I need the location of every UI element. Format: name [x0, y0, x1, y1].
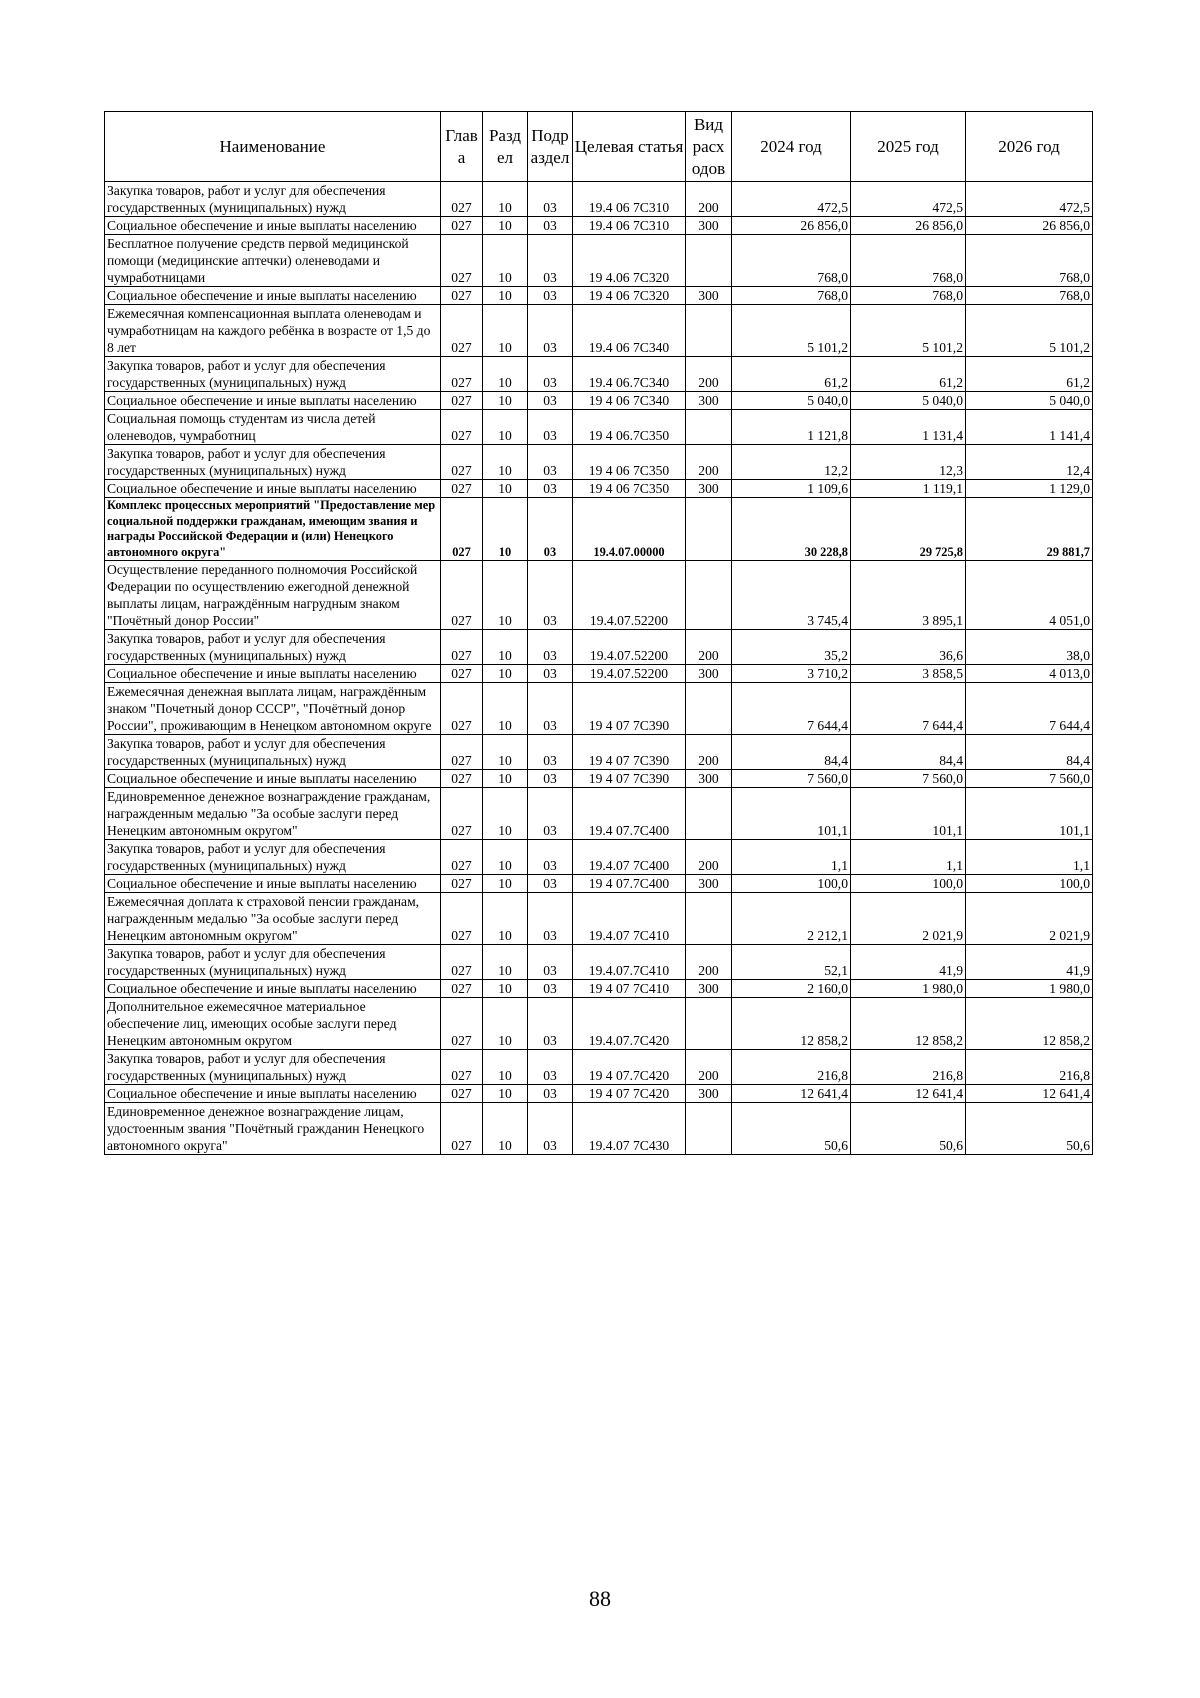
cell-razdel: 10 [483, 665, 528, 683]
cell-vid [686, 305, 732, 357]
cell-glava: 027 [441, 1103, 483, 1155]
header-podrazdel: Подр аздел [528, 112, 573, 182]
cell-2025: 3 858,5 [851, 665, 966, 683]
table-row [105, 498, 1093, 561]
cell-name: Социальное обеспечение и иные выплаты населению [105, 392, 441, 410]
table-row [105, 182, 1093, 217]
cell-vid [686, 235, 732, 287]
cell-glava: 027 [441, 770, 483, 788]
cell-vid [686, 561, 732, 630]
cell-2026: 1 980,0 [966, 980, 1093, 998]
cell-glava: 027 [441, 410, 483, 445]
header-2025: 2025 год [851, 112, 966, 182]
cell-glava: 027 [441, 630, 483, 665]
table-row [105, 998, 1093, 1050]
cell-name: Единовременное денежное вознаграждение лицам, удостоенным звания "Почётный гражданин Ненецкого автономного округа" [105, 1103, 441, 1155]
table-row [105, 392, 1093, 410]
cell-2024: 12 858,2 [732, 998, 851, 1050]
cell-name: Закупка товаров, работ и услуг для обеспечения государственных (муниципальных) нужд [105, 182, 441, 217]
cell-vid: 200 [686, 182, 732, 217]
cell-2026: 2 021,9 [966, 893, 1093, 945]
cell-razdel: 10 [483, 770, 528, 788]
cell-podrazdel: 03 [528, 182, 573, 217]
cell-podrazdel: 03 [528, 561, 573, 630]
cell-target: 19 4 07.7С420 [573, 1050, 686, 1085]
cell-2026: 12 641,4 [966, 1085, 1093, 1103]
cell-2026: 768,0 [966, 287, 1093, 305]
cell-2025: 1,1 [851, 840, 966, 875]
cell-2025: 12 858,2 [851, 998, 966, 1050]
cell-podrazdel: 03 [528, 287, 573, 305]
table-body [105, 182, 1093, 1155]
cell-podrazdel: 03 [528, 235, 573, 287]
cell-2024: 3 710,2 [732, 665, 851, 683]
cell-podrazdel: 03 [528, 875, 573, 893]
cell-name: Закупка товаров, работ и услуг для обеспечения государственных (муниципальных) нужд [105, 840, 441, 875]
table-row [105, 683, 1093, 735]
cell-vid: 300 [686, 1085, 732, 1103]
cell-podrazdel: 03 [528, 735, 573, 770]
cell-2024: 61,2 [732, 357, 851, 392]
cell-glava: 027 [441, 480, 483, 498]
cell-razdel: 10 [483, 893, 528, 945]
cell-2024: 1 121,8 [732, 410, 851, 445]
cell-2025: 12 641,4 [851, 1085, 966, 1103]
cell-podrazdel: 03 [528, 980, 573, 998]
table-row [105, 561, 1093, 630]
cell-2026: 472,5 [966, 182, 1093, 217]
cell-razdel: 10 [483, 945, 528, 980]
cell-2024: 1 109,6 [732, 480, 851, 498]
cell-target: 19.4 06 7С310 [573, 217, 686, 235]
cell-podrazdel: 03 [528, 305, 573, 357]
cell-name: Социальное обеспечение и иные выплаты населению [105, 287, 441, 305]
cell-2024: 35,2 [732, 630, 851, 665]
cell-vid: 300 [686, 665, 732, 683]
cell-vid: 300 [686, 392, 732, 410]
cell-podrazdel: 03 [528, 445, 573, 480]
cell-razdel: 10 [483, 410, 528, 445]
cell-razdel: 10 [483, 217, 528, 235]
header-target: Целевая статья [573, 112, 686, 182]
cell-name: Закупка товаров, работ и услуг для обеспечения государственных (муниципальных) нужд [105, 945, 441, 980]
cell-2025: 1 980,0 [851, 980, 966, 998]
cell-target: 19 4 07 7С390 [573, 683, 686, 735]
cell-glava: 027 [441, 217, 483, 235]
cell-2026: 4 051,0 [966, 561, 1093, 630]
cell-2024: 12 641,4 [732, 1085, 851, 1103]
cell-vid: 200 [686, 1050, 732, 1085]
cell-razdel: 10 [483, 875, 528, 893]
cell-glava: 027 [441, 893, 483, 945]
cell-vid [686, 683, 732, 735]
table-row [105, 980, 1093, 998]
cell-glava: 027 [441, 980, 483, 998]
cell-target: 19.4.07.00000 [573, 498, 686, 561]
cell-2025: 7 560,0 [851, 770, 966, 788]
cell-razdel: 10 [483, 305, 528, 357]
table-header-row [105, 112, 1093, 182]
cell-razdel: 10 [483, 287, 528, 305]
cell-2026: 216,8 [966, 1050, 1093, 1085]
cell-name: Социальное обеспечение и иные выплаты населению [105, 1085, 441, 1103]
table-row [105, 287, 1093, 305]
cell-2024: 768,0 [732, 235, 851, 287]
cell-vid: 300 [686, 980, 732, 998]
cell-glava: 027 [441, 1050, 483, 1085]
page-number: 88 [589, 1586, 611, 1611]
cell-target: 19 4 07.7С400 [573, 875, 686, 893]
cell-vid: 200 [686, 840, 732, 875]
cell-podrazdel: 03 [528, 410, 573, 445]
cell-vid: 200 [686, 630, 732, 665]
cell-name: Социальное обеспечение и иные выплаты населению [105, 480, 441, 498]
cell-razdel: 10 [483, 998, 528, 1050]
cell-name: Закупка товаров, работ и услуг для обеспечения государственных (муниципальных) нужд [105, 357, 441, 392]
cell-2024: 2 212,1 [732, 893, 851, 945]
cell-target: 19 4 06 7С320 [573, 287, 686, 305]
cell-target: 19 4 06 7С350 [573, 445, 686, 480]
cell-razdel: 10 [483, 1050, 528, 1085]
table-row [105, 217, 1093, 235]
cell-podrazdel: 03 [528, 392, 573, 410]
cell-2026: 1 129,0 [966, 480, 1093, 498]
cell-glava: 027 [441, 235, 483, 287]
cell-2024: 1,1 [732, 840, 851, 875]
cell-2025: 29 725,8 [851, 498, 966, 561]
cell-2025: 36,6 [851, 630, 966, 665]
cell-vid: 300 [686, 480, 732, 498]
table-row [105, 875, 1093, 893]
cell-2026: 1 141,4 [966, 410, 1093, 445]
cell-razdel: 10 [483, 840, 528, 875]
table-row [105, 235, 1093, 287]
table-row [105, 840, 1093, 875]
cell-target: 19 4 06.7С350 [573, 410, 686, 445]
cell-2025: 1 131,4 [851, 410, 966, 445]
cell-target: 19 4 06 7С350 [573, 480, 686, 498]
cell-razdel: 10 [483, 357, 528, 392]
cell-2024: 7 644,4 [732, 683, 851, 735]
cell-podrazdel: 03 [528, 770, 573, 788]
cell-glava: 027 [441, 875, 483, 893]
table-row [105, 1103, 1093, 1155]
cell-razdel: 10 [483, 392, 528, 410]
cell-name: Социальное обеспечение и иные выплаты населению [105, 875, 441, 893]
cell-target: 19.4.07.7С420 [573, 998, 686, 1050]
cell-2026: 1,1 [966, 840, 1093, 875]
cell-target: 19 4.06 7С320 [573, 235, 686, 287]
cell-2025: 101,1 [851, 788, 966, 840]
cell-glava: 027 [441, 445, 483, 480]
header-razdel: Разд ел [483, 112, 528, 182]
cell-2025: 61,2 [851, 357, 966, 392]
budget-table [104, 111, 1093, 1155]
cell-2026: 7 644,4 [966, 683, 1093, 735]
cell-razdel: 10 [483, 630, 528, 665]
cell-name: Комплекс процессных мероприятий "Предоставление мер социальной поддержки гражданам, имеющим звания и награды Российской Федерации и (или) Ненецкого автономного округа" [105, 498, 441, 561]
cell-podrazdel: 03 [528, 788, 573, 840]
cell-target: 19.4.07 7С410 [573, 893, 686, 945]
table-row [105, 735, 1093, 770]
cell-podrazdel: 03 [528, 357, 573, 392]
table-row [105, 665, 1093, 683]
cell-2026: 5 101,2 [966, 305, 1093, 357]
cell-2026: 84,4 [966, 735, 1093, 770]
table-row [105, 357, 1093, 392]
cell-glava: 027 [441, 498, 483, 561]
cell-razdel: 10 [483, 235, 528, 287]
cell-2025: 50,6 [851, 1103, 966, 1155]
cell-2025: 3 895,1 [851, 561, 966, 630]
cell-name: Закупка товаров, работ и услуг для обеспечения государственных (муниципальных) нужд [105, 630, 441, 665]
cell-2025: 7 644,4 [851, 683, 966, 735]
cell-2026: 12,4 [966, 445, 1093, 480]
cell-2025: 84,4 [851, 735, 966, 770]
cell-target: 19.4.07.7С410 [573, 945, 686, 980]
cell-vid [686, 998, 732, 1050]
cell-target: 19.4 06 7С310 [573, 182, 686, 217]
cell-razdel: 10 [483, 1103, 528, 1155]
cell-vid: 200 [686, 357, 732, 392]
cell-target: 19.4 06 7С340 [573, 305, 686, 357]
cell-name: Социальное обеспечение и иные выплаты населению [105, 770, 441, 788]
cell-name: Закупка товаров, работ и услуг для обеспечения государственных (муниципальных) нужд [105, 445, 441, 480]
cell-target: 19 4 07 7С390 [573, 735, 686, 770]
cell-2025: 5 040,0 [851, 392, 966, 410]
cell-name: Единовременное денежное вознаграждение гражданам, награжденным медалью "За особые заслуги перед Ненецким автономным округом" [105, 788, 441, 840]
cell-2024: 7 560,0 [732, 770, 851, 788]
cell-name: Закупка товаров, работ и услуг для обеспечения государственных (муниципальных) нужд [105, 735, 441, 770]
cell-glava: 027 [441, 1085, 483, 1103]
cell-target: 19.4 07.7С400 [573, 788, 686, 840]
cell-2025: 768,0 [851, 287, 966, 305]
cell-2024: 768,0 [732, 287, 851, 305]
cell-2026: 26 856,0 [966, 217, 1093, 235]
cell-name: Ежемесячная денежная выплата лицам, награждённым знаком "Почетный донор СССР", "Почётный донор России", проживающим в Ненецком автономном округе [105, 683, 441, 735]
cell-podrazdel: 03 [528, 945, 573, 980]
cell-podrazdel: 03 [528, 683, 573, 735]
cell-razdel: 10 [483, 980, 528, 998]
cell-podrazdel: 03 [528, 840, 573, 875]
cell-podrazdel: 03 [528, 1085, 573, 1103]
cell-2024: 12,2 [732, 445, 851, 480]
cell-target: 19 4 07 7С410 [573, 980, 686, 998]
cell-target: 19.4.07.52200 [573, 561, 686, 630]
cell-glava: 027 [441, 305, 483, 357]
cell-vid: 200 [686, 945, 732, 980]
cell-2025: 41,9 [851, 945, 966, 980]
cell-vid: 200 [686, 735, 732, 770]
cell-glava: 027 [441, 735, 483, 770]
header-name: Наименование [105, 112, 441, 182]
table-row [105, 630, 1093, 665]
cell-2025: 100,0 [851, 875, 966, 893]
cell-razdel: 10 [483, 788, 528, 840]
cell-glava: 027 [441, 561, 483, 630]
cell-podrazdel: 03 [528, 630, 573, 665]
cell-2025: 5 101,2 [851, 305, 966, 357]
cell-glava: 027 [441, 998, 483, 1050]
cell-razdel: 10 [483, 683, 528, 735]
cell-podrazdel: 03 [528, 893, 573, 945]
cell-2024: 50,6 [732, 1103, 851, 1155]
table-row [105, 480, 1093, 498]
cell-name: Социальное обеспечение и иные выплаты населению [105, 665, 441, 683]
cell-2024: 84,4 [732, 735, 851, 770]
cell-name: Осуществление переданного полномочия Российской Федерации по осуществлению ежегодной денежной выплаты лицам, награждённым нагрудным знаком "Почётный донор России" [105, 561, 441, 630]
header-vid: Вид расх одов [686, 112, 732, 182]
table-row [105, 1085, 1093, 1103]
cell-2026: 5 040,0 [966, 392, 1093, 410]
cell-2024: 472,5 [732, 182, 851, 217]
cell-2026: 7 560,0 [966, 770, 1093, 788]
cell-vid [686, 788, 732, 840]
table-row [105, 305, 1093, 357]
cell-target: 19.4.07.52200 [573, 630, 686, 665]
cell-2025: 2 021,9 [851, 893, 966, 945]
cell-target: 19.4.07 7С430 [573, 1103, 686, 1155]
cell-podrazdel: 03 [528, 998, 573, 1050]
cell-target: 19 4 07 7С420 [573, 1085, 686, 1103]
cell-vid: 300 [686, 217, 732, 235]
cell-glava: 027 [441, 357, 483, 392]
cell-2024: 101,1 [732, 788, 851, 840]
cell-glava: 027 [441, 840, 483, 875]
cell-name: Ежемесячная доплата к страховой пенсии гражданам, награжденным медалью "За особые заслуги перед Ненецким автономным округом" [105, 893, 441, 945]
cell-2025: 768,0 [851, 235, 966, 287]
cell-vid: 200 [686, 445, 732, 480]
cell-podrazdel: 03 [528, 480, 573, 498]
cell-2026: 4 013,0 [966, 665, 1093, 683]
cell-name: Бесплатное получение средств первой медицинской помощи (медицинские аптечки) оленеводами и чумработницами [105, 235, 441, 287]
header-2026: 2026 год [966, 112, 1093, 182]
cell-2026: 50,6 [966, 1103, 1093, 1155]
cell-podrazdel: 03 [528, 217, 573, 235]
cell-razdel: 10 [483, 561, 528, 630]
cell-2024: 30 228,8 [732, 498, 851, 561]
cell-target: 19.4.07 7С400 [573, 840, 686, 875]
cell-glava: 027 [441, 665, 483, 683]
cell-vid: 300 [686, 770, 732, 788]
cell-2026: 12 858,2 [966, 998, 1093, 1050]
cell-name: Социальная помощь студентам из числа детей оленеводов, чумработниц [105, 410, 441, 445]
cell-glava: 027 [441, 392, 483, 410]
cell-2024: 52,1 [732, 945, 851, 980]
cell-2024: 26 856,0 [732, 217, 851, 235]
table-row [105, 770, 1093, 788]
cell-2026: 100,0 [966, 875, 1093, 893]
cell-razdel: 10 [483, 1085, 528, 1103]
cell-razdel: 10 [483, 735, 528, 770]
cell-2024: 216,8 [732, 1050, 851, 1085]
cell-razdel: 10 [483, 480, 528, 498]
table-row [105, 893, 1093, 945]
cell-2024: 100,0 [732, 875, 851, 893]
cell-2025: 472,5 [851, 182, 966, 217]
cell-2025: 216,8 [851, 1050, 966, 1085]
cell-2024: 5 040,0 [732, 392, 851, 410]
cell-podrazdel: 03 [528, 1050, 573, 1085]
cell-glava: 027 [441, 287, 483, 305]
cell-glava: 027 [441, 945, 483, 980]
cell-glava: 027 [441, 788, 483, 840]
cell-2026: 768,0 [966, 235, 1093, 287]
cell-podrazdel: 03 [528, 665, 573, 683]
table-row [105, 410, 1093, 445]
cell-razdel: 10 [483, 182, 528, 217]
cell-name: Дополнительное ежемесячное материальное обеспечение лиц, имеющих особые заслуги перед Ненецким автономным округом [105, 998, 441, 1050]
cell-vid: 300 [686, 287, 732, 305]
header-2024: 2024 год [732, 112, 851, 182]
cell-2025: 26 856,0 [851, 217, 966, 235]
cell-name: Социальное обеспечение и иные выплаты населению [105, 980, 441, 998]
cell-vid [686, 1103, 732, 1155]
table-row [105, 445, 1093, 480]
cell-2026: 38,0 [966, 630, 1093, 665]
cell-name: Ежемесячная компенсационная выплата оленеводам и чумработницам на каждого ребёнка в возрасте от 1,5 до 8 лет [105, 305, 441, 357]
cell-glava: 027 [441, 683, 483, 735]
cell-podrazdel: 03 [528, 498, 573, 561]
cell-2025: 12,3 [851, 445, 966, 480]
cell-razdel: 10 [483, 498, 528, 561]
cell-vid [686, 893, 732, 945]
cell-razdel: 10 [483, 445, 528, 480]
cell-target: 19 4 07 7С390 [573, 770, 686, 788]
cell-vid [686, 498, 732, 561]
cell-2024: 5 101,2 [732, 305, 851, 357]
cell-2024: 2 160,0 [732, 980, 851, 998]
cell-target: 19.4.07.52200 [573, 665, 686, 683]
cell-2024: 3 745,4 [732, 561, 851, 630]
cell-vid [686, 410, 732, 445]
cell-2026: 41,9 [966, 945, 1093, 980]
cell-name: Закупка товаров, работ и услуг для обеспечения государственных (муниципальных) нужд [105, 1050, 441, 1085]
cell-name: Социальное обеспечение и иные выплаты населению [105, 217, 441, 235]
cell-2026: 101,1 [966, 788, 1093, 840]
cell-glava: 027 [441, 182, 483, 217]
header-glava: Глав а [441, 112, 483, 182]
cell-target: 19 4 06 7С340 [573, 392, 686, 410]
cell-2026: 61,2 [966, 357, 1093, 392]
cell-vid: 300 [686, 875, 732, 893]
cell-2025: 1 119,1 [851, 480, 966, 498]
cell-2026: 29 881,7 [966, 498, 1093, 561]
cell-podrazdel: 03 [528, 1103, 573, 1155]
cell-target: 19.4 06.7С340 [573, 357, 686, 392]
table-row [105, 788, 1093, 840]
table-row [105, 945, 1093, 980]
table-row [105, 1050, 1093, 1085]
